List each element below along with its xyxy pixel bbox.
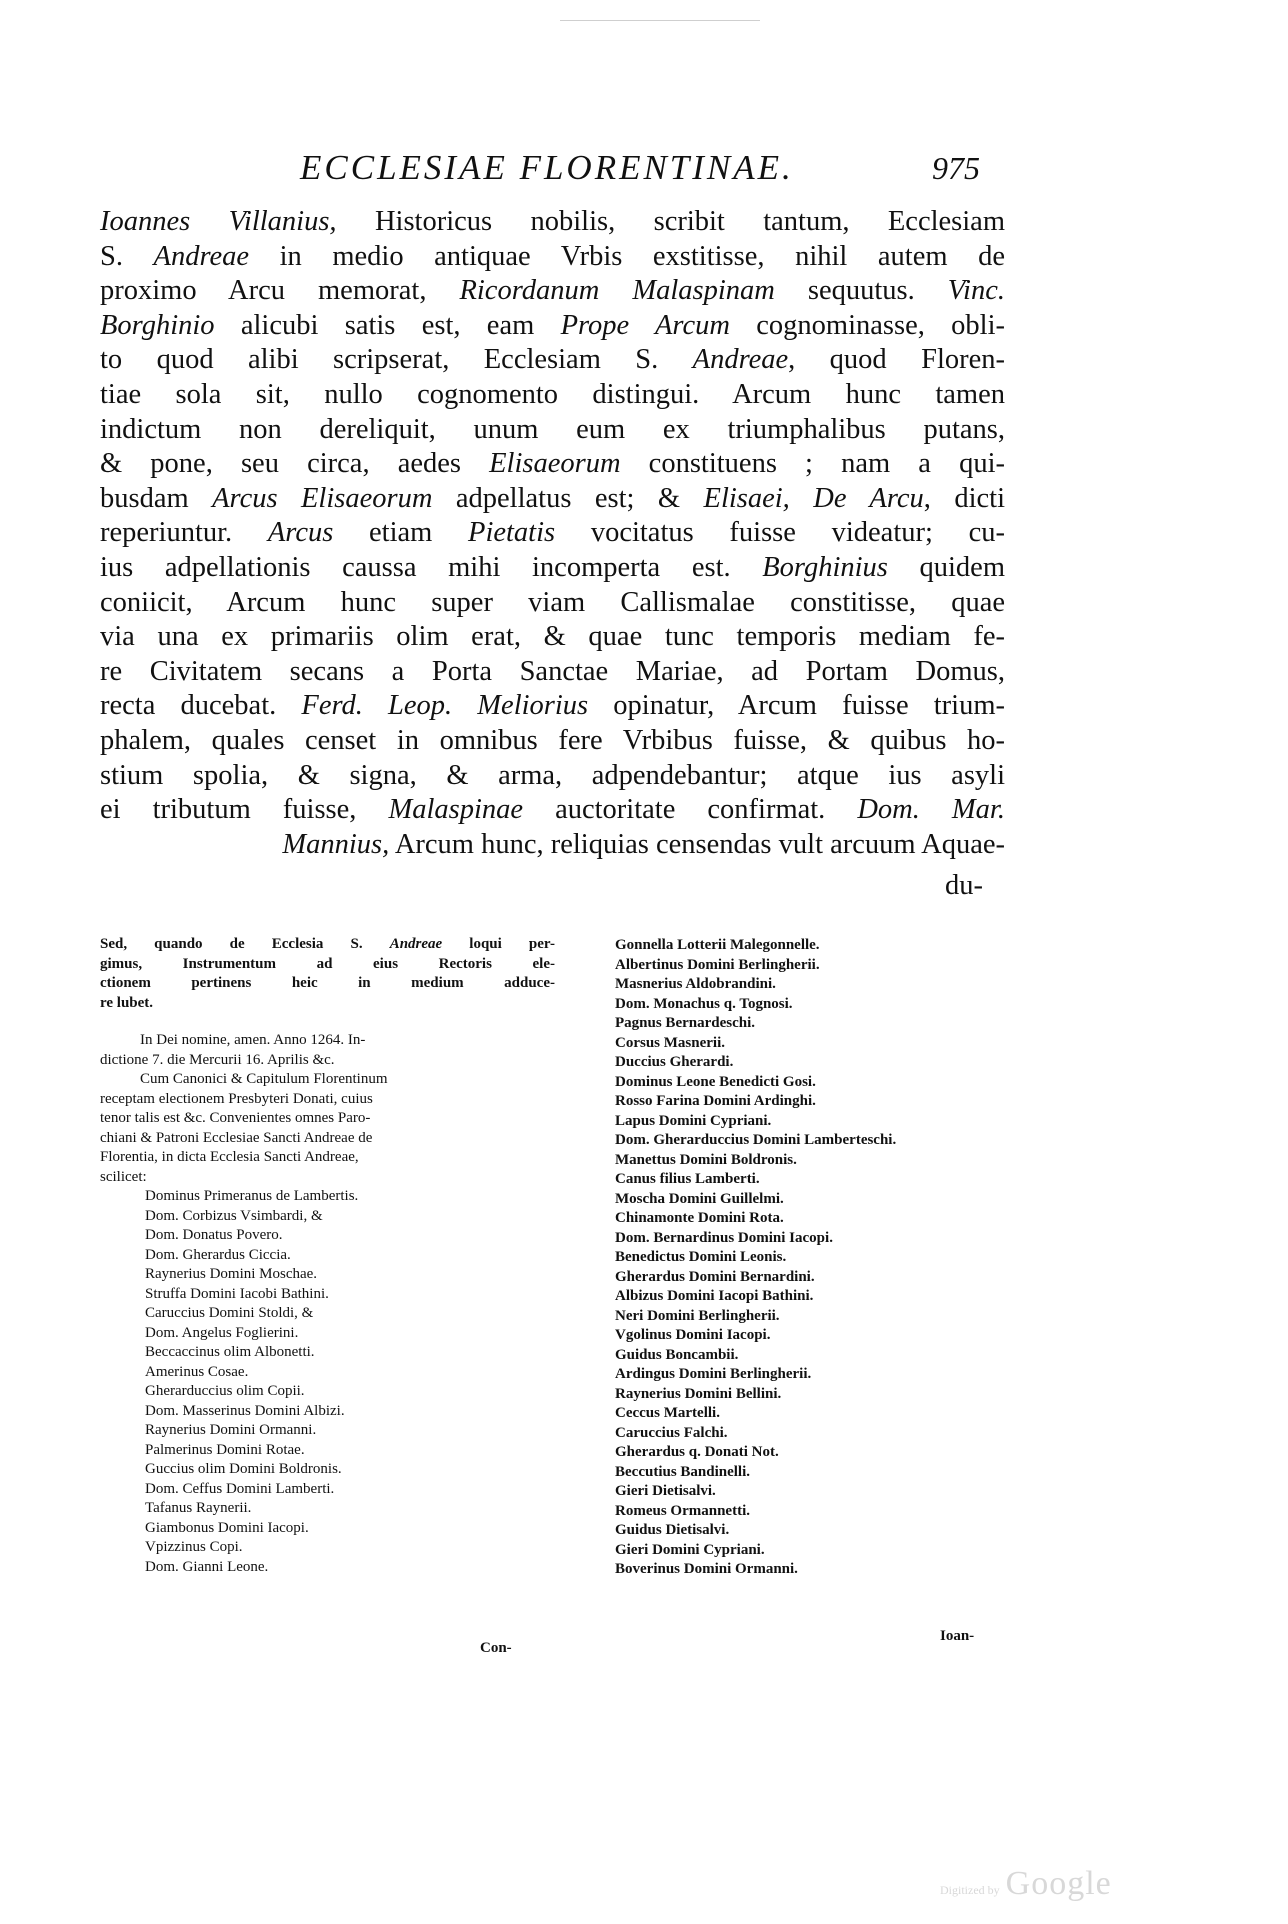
list-item: Raynerius Domini Moschae. bbox=[145, 1266, 318, 1282]
text-line: chiani & Patroni Ecclesiae Sancti Andreae de bbox=[100, 1129, 373, 1146]
text-run: ius adpellationis caussa mihi incomperta est. bbox=[100, 551, 763, 583]
list-item: Dom. Donatus Povero. bbox=[145, 1227, 283, 1243]
list-item: Pagnus Bernardeschi. bbox=[615, 1015, 756, 1031]
italic-name: Andreae bbox=[692, 344, 789, 376]
list-item: Giambonus Domini Iacopi. bbox=[145, 1519, 309, 1536]
list-item: Tafanus Raynerii. bbox=[145, 1500, 252, 1516]
text-line bbox=[100, 240, 1005, 275]
text-run: tiae sola sit, nullo cognomento distingui. Arcum hunc tamen bbox=[100, 378, 1005, 410]
text-run: phalem, quales censet in omnibus fere Vrbibus fuisse, & quibus ho- bbox=[100, 724, 1005, 756]
list-item: Dom. Gherarduccius Domini Lamberteschi. bbox=[615, 1132, 897, 1148]
digitization-watermark bbox=[940, 1865, 1112, 1903]
text-run: ei tributum fuisse, bbox=[100, 794, 389, 826]
page-header bbox=[300, 148, 980, 188]
text-line bbox=[100, 205, 1005, 240]
italic-name: Andreae bbox=[389, 936, 443, 952]
text-run: adpellatus est; & bbox=[432, 482, 704, 514]
italic-name: Andreae bbox=[153, 240, 250, 272]
list-item: Beccaccinus olim Albonetti. bbox=[145, 1344, 315, 1360]
watermark-small: Digitized by bbox=[940, 1883, 1000, 1897]
list-item: Gonnella Lotterii Malegonnelle. bbox=[615, 937, 820, 953]
list-item: Masnerius Aldobrandini. bbox=[615, 976, 776, 992]
text-line bbox=[100, 413, 1005, 448]
list-item: Lapus Domini Cypriani. bbox=[615, 1112, 772, 1129]
italic-name: Ioannes Villanius, bbox=[100, 206, 337, 237]
text-line: In Dei nomine, amen. Anno 1264. In- bbox=[140, 1032, 366, 1048]
text-line: scilicet: bbox=[100, 1168, 147, 1185]
italic-name: Elisaei, De Arcu bbox=[703, 482, 924, 514]
italic-name: Mannius, bbox=[282, 828, 390, 860]
list-item: Beccutius Bandinelli. bbox=[615, 1463, 751, 1480]
text-run: via una ex primariis olim erat, & quae tunc temporis mediam fe- bbox=[100, 621, 1005, 653]
text-line bbox=[100, 955, 555, 975]
text-run: vocitatus fuisse videatur; cu- bbox=[555, 517, 1005, 549]
text-line: Cum Canonici & Capitulum Florentinum bbox=[140, 1071, 388, 1087]
text-run: opinatur, Arcum fuisse trium- bbox=[588, 690, 1005, 722]
google-logo: Google bbox=[1005, 1865, 1112, 1902]
text-run: constituens ; nam a qui- bbox=[620, 448, 1005, 480]
text-line bbox=[100, 994, 555, 1014]
footnote-intro bbox=[100, 935, 555, 1013]
text-run: quidem bbox=[887, 551, 1005, 583]
italic-name: Vinc. bbox=[947, 275, 1006, 307]
list-item: Dom. Bernardinus Domini Iacopi. bbox=[615, 1229, 833, 1246]
text-line bbox=[100, 620, 1005, 655]
text-line bbox=[100, 378, 1005, 413]
italic-name: Dom. Mar. bbox=[857, 794, 1005, 826]
text-line: Florentia, in dicta Ecclesia Sancti Andreae, bbox=[100, 1149, 359, 1165]
list-item: Canus filius Lamberti. bbox=[615, 1171, 760, 1187]
list-item: Guidus Dietisalvi. bbox=[615, 1522, 730, 1538]
text-run: stium spolia, & signa, & arma, adpendebantur; atque ius asyli bbox=[100, 759, 1005, 791]
text-run: sequutus. bbox=[774, 275, 948, 307]
text-run: indictum non dereliquit, unum eum ex triumphalibus putans, bbox=[100, 413, 1005, 445]
left-names-list bbox=[100, 1187, 555, 1577]
right-footnote-column bbox=[615, 936, 1035, 1580]
text-run: re lubet. bbox=[100, 994, 154, 1011]
list-item: Dominus Primeranus de Lambertis. bbox=[145, 1188, 359, 1204]
list-item: Palmerinus Domini Rotae. bbox=[145, 1441, 305, 1458]
list-item: Duccius Gherardi. bbox=[615, 1054, 734, 1070]
text-run: loqui per- bbox=[442, 936, 555, 952]
list-item: Dom. Gherardus Ciccia. bbox=[145, 1246, 291, 1263]
text-run: cognominasse, obli- bbox=[729, 309, 1005, 341]
italic-name: Malaspinae bbox=[388, 794, 524, 826]
list-item: Corsus Masnerii. bbox=[615, 1034, 725, 1051]
text-run: Historicus nobilis, scribit tantum, Ecclesiam bbox=[336, 206, 1006, 237]
text-run: auctoritate confirmat. bbox=[523, 794, 858, 826]
text-line bbox=[100, 935, 555, 955]
list-item: Gherardus q. Donati Not. bbox=[615, 1444, 779, 1460]
text-line: tenor talis est &c. Convenientes omnes Paro- bbox=[100, 1110, 371, 1126]
italic-name: Arcus Elisaeorum bbox=[212, 482, 433, 514]
page-number: 975 bbox=[932, 150, 980, 186]
italic-name: Arcus bbox=[267, 517, 334, 549]
text-run: Sed, quando de Ecclesia S. bbox=[100, 936, 390, 952]
text-line bbox=[100, 551, 1005, 586]
catchword-right: Ioan- bbox=[940, 1628, 975, 1644]
list-item: Gherarduccius olim Copii. bbox=[145, 1383, 305, 1399]
text-line bbox=[100, 482, 1005, 517]
italic-name: Borghinius bbox=[762, 551, 888, 583]
text-line bbox=[100, 343, 1005, 378]
list-item: Manettus Domini Boldronis. bbox=[615, 1151, 797, 1168]
italic-name: Prope Arcum bbox=[560, 309, 730, 341]
list-item: Raynerius Domini Bellini. bbox=[615, 1385, 782, 1402]
list-item: Dom. Angelus Foglierini. bbox=[145, 1324, 299, 1341]
text-run: , dicti bbox=[923, 482, 1006, 514]
list-item: Romeus Ormannetti. bbox=[615, 1502, 750, 1519]
italic-name: Ricordanum Malaspinam bbox=[459, 275, 775, 307]
list-item: Struffa Domini Iacobi Bathini. bbox=[145, 1285, 329, 1302]
text-run: proximo Arcu memorat, bbox=[100, 275, 460, 307]
list-item: Albertinus Domini Berlingherii. bbox=[615, 956, 820, 973]
text-line bbox=[100, 655, 1005, 690]
catchword-main: du- bbox=[945, 870, 983, 901]
text-run: coniicit, Arcum hunc super viam Callismalae constitisse, quae bbox=[100, 586, 1005, 618]
list-item: Boverinus Domini Ormanni. bbox=[615, 1561, 798, 1577]
text-run: busdam bbox=[100, 482, 213, 514]
left-footnote-column bbox=[100, 935, 555, 1577]
list-item: Caruccius Falchi. bbox=[615, 1424, 728, 1441]
text-run: gimus, Instrumentum ad eius Rectoris ele- bbox=[100, 955, 555, 972]
text-line bbox=[100, 974, 555, 994]
text-line bbox=[100, 447, 1005, 482]
right-names-list bbox=[615, 936, 1035, 1580]
document-preamble bbox=[100, 1031, 555, 1187]
list-item: Raynerius Domini Ormanni. bbox=[145, 1422, 317, 1438]
list-item: Benedictus Domini Leonis. bbox=[615, 1249, 787, 1265]
text-line bbox=[100, 759, 1005, 794]
text-line bbox=[100, 516, 1005, 551]
list-item: Chinamonte Domini Rota. bbox=[615, 1210, 784, 1226]
text-run: alicubi satis est, eam bbox=[214, 309, 561, 341]
running-title: ECCLESIAE FLORENTINAE. bbox=[300, 148, 794, 187]
catchword-left: Con- bbox=[480, 1640, 512, 1656]
list-item: Rosso Farina Domini Ardinghi. bbox=[615, 1093, 816, 1109]
list-item: Vpizzinus Copi. bbox=[145, 1539, 243, 1555]
list-item: Dom. Gianni Leone. bbox=[145, 1558, 269, 1575]
italic-name: Borghinio bbox=[100, 309, 215, 341]
text-run: S. bbox=[100, 240, 154, 272]
italic-name: Pietatis bbox=[468, 517, 556, 549]
text-line bbox=[100, 689, 1005, 724]
text-line bbox=[100, 724, 1005, 759]
text-run: to quod alibi scripserat, Ecclesiam S. bbox=[100, 344, 693, 376]
text-line: dictione 7. die Mercurii 16. Aprilis &c. bbox=[100, 1051, 335, 1068]
text-run: Arcum hunc, reliquias censendas vult arcuum Aquae- bbox=[389, 828, 1005, 860]
list-item: Dom. Masserinus Domini Albizi. bbox=[145, 1402, 345, 1419]
text-run: etiam bbox=[333, 517, 469, 549]
list-item: Amerinus Cosae. bbox=[145, 1363, 249, 1380]
text-run: , quod Floren- bbox=[788, 344, 1005, 376]
list-item: Dom. Corbizus Vsimbardi, & bbox=[145, 1207, 323, 1224]
list-item: Ceccus Martelli. bbox=[615, 1405, 720, 1421]
list-item: Guidus Boncambii. bbox=[615, 1346, 739, 1363]
list-item: Gieri Domini Cypriani. bbox=[615, 1541, 765, 1558]
top-scan-mark bbox=[560, 20, 760, 21]
italic-name: Elisaeorum bbox=[489, 448, 621, 480]
text-line bbox=[100, 793, 1005, 828]
text-line bbox=[100, 828, 1005, 863]
list-item: Gieri Dietisalvi. bbox=[615, 1483, 716, 1499]
text-run: reperiuntur. bbox=[100, 517, 268, 549]
text-line bbox=[100, 586, 1005, 621]
text-line: receptam electionem Presbyteri Donati, cuius bbox=[100, 1090, 373, 1107]
text-line bbox=[100, 274, 1005, 309]
text-run: & pone, seu circa, aedes bbox=[100, 448, 490, 480]
list-item: Albizus Domini Iacopi Bathini. bbox=[615, 1288, 814, 1304]
list-item: Guccius olim Domini Boldronis. bbox=[145, 1461, 342, 1477]
list-item: Neri Domini Berlingherii. bbox=[615, 1307, 780, 1324]
list-item: Vgolinus Domini Iacopi. bbox=[615, 1327, 771, 1343]
text-run: in medio antiquae Vrbis exstitisse, nihil autem de bbox=[249, 240, 1005, 272]
main-paragraph bbox=[100, 205, 1005, 862]
text-run: recta ducebat. bbox=[100, 690, 302, 722]
list-item: Dom. Monachus q. Tognosi. bbox=[615, 995, 793, 1012]
list-item: Dominus Leone Benedicti Gosi. bbox=[615, 1073, 816, 1090]
list-item: Moscha Domini Guillelmi. bbox=[615, 1190, 784, 1207]
text-run: re Civitatem secans a Porta Sanctae Mariae, ad Portam Domus, bbox=[100, 655, 1005, 687]
list-item: Caruccius Domini Stoldi, & bbox=[145, 1305, 314, 1321]
italic-name: Ferd. Leop. Meliorius bbox=[301, 690, 589, 722]
text-run: ctionem pertinens heic in medium adduce- bbox=[100, 975, 555, 991]
list-item: Gherardus Domini Bernardini. bbox=[615, 1268, 815, 1285]
list-item: Ardingus Domini Berlingherii. bbox=[615, 1366, 812, 1382]
list-item: Dom. Ceffus Domini Lamberti. bbox=[145, 1480, 335, 1497]
text-line bbox=[100, 309, 1005, 344]
